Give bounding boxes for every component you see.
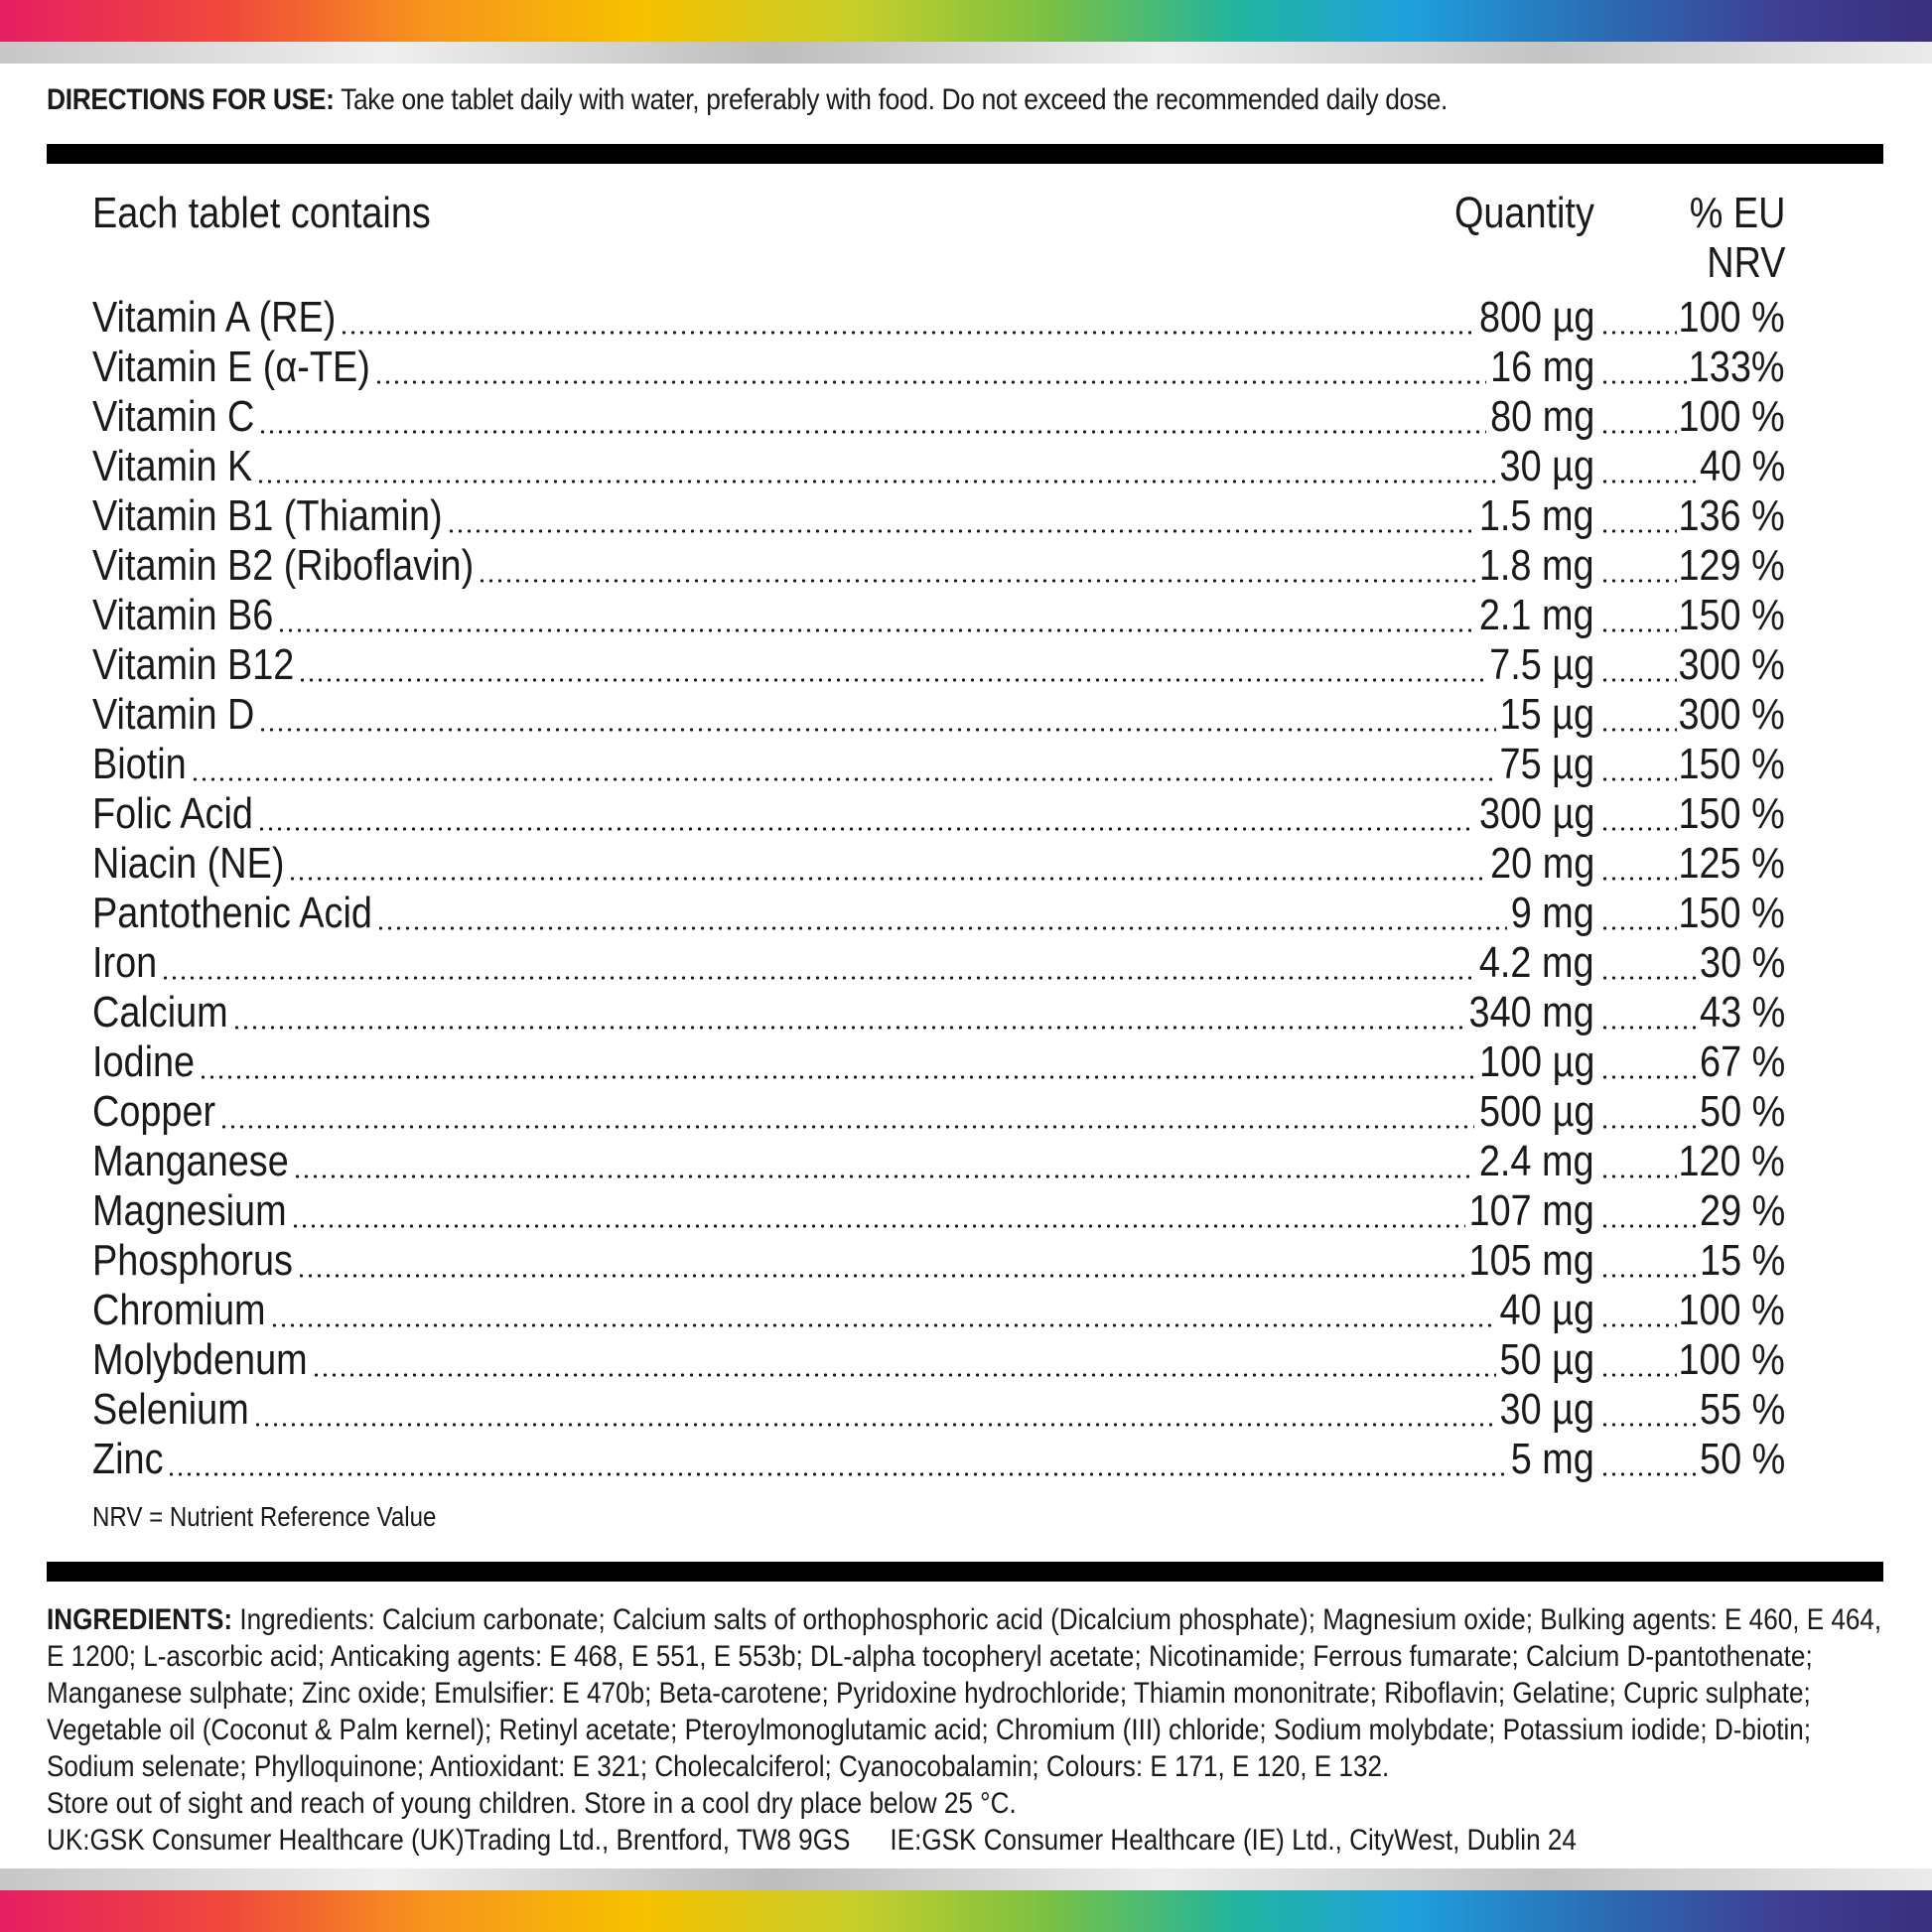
dot-leader (1600, 1224, 1698, 1228)
table-row (92, 541, 1785, 591)
nutrient-nrv-percent: 100 % (1678, 1286, 1785, 1334)
nutrient-nrv-percent: 150 % (1678, 591, 1785, 639)
rainbow-band-top (0, 0, 1932, 42)
dot-leader (1600, 579, 1677, 583)
table-row (92, 1385, 1785, 1435)
nutrient-name: Pantothenic Acid (92, 889, 372, 937)
nrv-footnote: NRV = Nutrient Reference Value (92, 1501, 437, 1532)
nutrient-quantity: 105 mg (1468, 1236, 1594, 1285)
nutrient-nrv-percent: 50 % (1699, 1087, 1785, 1136)
nutrient-name: Vitamin A (RE) (92, 293, 337, 342)
header-nrv-line2: NRV (1706, 238, 1785, 287)
dot-leader (258, 728, 1495, 732)
table-row (92, 591, 1785, 640)
ingredients-label: INGREDIENTS: (47, 1603, 233, 1636)
nutrient-quantity: 1.8 mg (1479, 541, 1594, 590)
nutrient-nrv-percent: 29 % (1699, 1186, 1785, 1235)
table-row (92, 889, 1785, 938)
manufacturer-addresses (47, 1822, 1904, 1859)
nutrient-quantity: 7.5 µg (1489, 640, 1594, 689)
nutrient-name: Biotin (92, 740, 187, 788)
nutrient-nrv-percent: 150 % (1678, 789, 1785, 838)
header-eu-nrv (1689, 189, 1785, 288)
nutrient-name: Iron (92, 938, 158, 987)
dot-leader (293, 1174, 1476, 1178)
nutrient-name: Vitamin C (92, 392, 255, 441)
nutrient-quantity: 40 µg (1499, 1286, 1594, 1334)
table-row (92, 988, 1785, 1037)
nutrient-name: Vitamin B2 (Riboflavin) (92, 541, 475, 590)
nutrient-table (92, 293, 1785, 1484)
nutrient-nrv-percent: 55 % (1699, 1385, 1785, 1434)
nutrient-nrv-percent: 40 % (1699, 442, 1785, 490)
storage-text: Store out of sight and reach of young children. Store in a cool dry place below 25 °C. (47, 1787, 1017, 1820)
dot-leader (1600, 430, 1677, 434)
dot-leader (478, 579, 1475, 583)
table-row (92, 343, 1785, 392)
dot-leader (376, 926, 1507, 930)
table-row (92, 740, 1785, 789)
nutrient-name: Manganese (92, 1137, 289, 1185)
dot-leader (1600, 678, 1677, 682)
table-row (92, 1137, 1785, 1186)
address-ie: IE:GSK Consumer Healthcare (IE) Ltd., CityWest, Dublin 24 (890, 1824, 1577, 1857)
ingredients-paragraph (47, 1601, 1904, 1785)
dot-leader (256, 480, 1495, 483)
dot-leader (257, 827, 1475, 831)
dot-leader (1600, 1323, 1677, 1327)
nutrient-quantity: 107 mg (1468, 1186, 1594, 1235)
table-row (92, 1335, 1785, 1385)
nutrient-nrv-percent: 100 % (1678, 1335, 1785, 1384)
directions-text: Take one tablet daily with water, preferably with food. Do not exceed the recommended daily dose. (334, 83, 1449, 116)
dot-leader (258, 430, 1485, 434)
nutrient-name: Folic Acid (92, 789, 253, 838)
table-row (92, 1087, 1785, 1137)
nutrient-name: Vitamin B12 (92, 640, 295, 689)
table-header (92, 189, 1785, 288)
nutrient-name: Vitamin B1 (Thiamin) (92, 491, 443, 540)
dot-leader (1600, 1472, 1698, 1476)
dot-leader (1600, 1075, 1698, 1079)
dot-leader (298, 678, 1485, 682)
nutrient-nrv-percent: 43 % (1699, 988, 1785, 1036)
divider-rule-top (47, 144, 1883, 164)
nutrient-name: Selenium (92, 1385, 249, 1434)
nutrient-quantity: 5 mg (1510, 1435, 1594, 1483)
dot-leader (288, 877, 1485, 881)
nutrient-name: Phosphorus (92, 1236, 293, 1285)
nutrient-nrv-percent: 300 % (1678, 690, 1785, 739)
divider-rule-bottom (47, 1562, 1883, 1582)
dot-leader (291, 1224, 1465, 1228)
dot-leader (1600, 728, 1677, 732)
dot-leader (191, 777, 1496, 781)
dot-leader (1600, 1125, 1698, 1129)
directions-label: DIRECTIONS FOR USE: (47, 83, 335, 116)
nutrient-name: Chromium (92, 1286, 266, 1334)
dot-leader (1600, 777, 1677, 781)
dot-leader (219, 1125, 1474, 1129)
header-nrv-line1: % EU (1689, 189, 1785, 237)
dot-leader (447, 529, 1476, 533)
nutrient-quantity: 16 mg (1489, 343, 1594, 391)
nutrient-name: Magnesium (92, 1186, 287, 1235)
nutrient-nrv-percent: 100 % (1678, 293, 1785, 342)
nutrient-name: Vitamin K (92, 442, 253, 490)
table-row (92, 1236, 1785, 1286)
dot-leader (1600, 331, 1677, 335)
nutrient-quantity: 800 µg (1478, 293, 1594, 342)
dot-leader (374, 380, 1486, 384)
dot-leader (1600, 1423, 1698, 1427)
address-uk: UK:GSK Consumer Healthcare (UK)Trading Ltd., Brentford, TW8 9GS (47, 1824, 851, 1857)
table-row (92, 491, 1785, 541)
dot-leader (253, 1423, 1496, 1427)
directions-for-use (47, 83, 1672, 117)
nutrient-quantity: 2.1 mg (1479, 591, 1594, 639)
nutrient-name: Vitamin E (α-TE) (92, 343, 370, 391)
table-row (92, 1286, 1785, 1335)
nutrient-quantity: 100 µg (1478, 1037, 1594, 1086)
ingredients-section (47, 1601, 1904, 1859)
nutrient-nrv-percent: 50 % (1699, 1435, 1785, 1483)
nutrient-name: Iodine (92, 1037, 196, 1086)
nutrient-quantity: 9 mg (1510, 889, 1594, 937)
table-row (92, 1037, 1785, 1087)
nutrient-nrv-percent: 150 % (1678, 889, 1785, 937)
dot-leader (232, 1026, 1465, 1030)
nutrient-quantity: 500 µg (1478, 1087, 1594, 1136)
dot-leader (1600, 1026, 1698, 1030)
dot-leader (270, 1323, 1496, 1327)
table-row (92, 789, 1785, 839)
dot-leader (1600, 480, 1698, 483)
header-each-tablet: Each tablet contains (92, 189, 431, 237)
dot-leader (199, 1075, 1474, 1079)
nutrient-name: Zinc (92, 1435, 164, 1483)
table-row (92, 293, 1785, 343)
nutrient-quantity: 300 µg (1478, 789, 1594, 838)
nutrient-quantity: 2.4 mg (1479, 1137, 1594, 1185)
nutrient-nrv-percent: 133% (1689, 343, 1785, 391)
dot-leader (161, 976, 1475, 980)
ingredients-text: Ingredients: Calcium carbonate; Calcium salts of orthophosphoric acid (Dicalcium phosphate); Magnesium oxide; Bulking agents: E 460, E 464, E 1200; L-ascorbic acid; Anticaking agents: E 468, E 551, E 553b; DL-alpha tocopheryl acetate; Nicotinamide; Ferrous fumarate; Calcium D-pantothenate; Manganese sulphate; Zinc oxide; Emulsifier: E 470b; Beta-carotene; Pyridoxine hydrochloride; Thiamin mononitrate; Riboflavin; Gelatine; Cupric sulphate; Vegetable oil (Coconut & Palm kernel); Retinyl acetate; Pteroylmonoglutamic acid; Chromium (III) chloride; Sodium molybdate; Potassium iodide; D-biotin; Sodium selenate; Phylloquinone; Antioxidant: E 321; Cholecalciferol; Cyanocobalamin; Colours: E 171, E 120, E 132. (47, 1603, 1882, 1783)
table-row (92, 839, 1785, 889)
dot-leader (277, 628, 1475, 632)
dot-leader (1600, 380, 1687, 384)
table-row (92, 640, 1785, 690)
header-quantity: Quantity (1454, 189, 1594, 237)
table-row (92, 1435, 1785, 1484)
dot-leader (297, 1274, 1465, 1278)
dot-leader (312, 1373, 1496, 1377)
nutrient-name: Vitamin D (92, 690, 255, 739)
dot-leader (1600, 877, 1677, 881)
table-row (92, 938, 1785, 988)
nutrient-name: Molybdenum (92, 1335, 308, 1384)
nutrient-quantity: 50 µg (1499, 1335, 1594, 1384)
dot-leader (1600, 529, 1677, 533)
nutrient-name: Calcium (92, 988, 228, 1036)
nutrient-name: Niacin (NE) (92, 839, 285, 888)
nutrient-quantity: 20 mg (1489, 839, 1594, 888)
nutrient-quantity: 80 mg (1489, 392, 1594, 441)
nutrient-nrv-percent: 300 % (1678, 640, 1785, 689)
nutrient-nrv-percent: 67 % (1699, 1037, 1785, 1086)
dot-leader (1600, 1373, 1677, 1377)
nutrient-name: Vitamin B6 (92, 591, 274, 639)
nutrient-quantity: 30 µg (1499, 442, 1594, 490)
table-row (92, 442, 1785, 491)
nutrient-nrv-percent: 129 % (1678, 541, 1785, 590)
nutrient-name: Copper (92, 1087, 216, 1136)
dot-leader (1600, 926, 1677, 930)
table-row (92, 1186, 1785, 1236)
nutrient-nrv-percent: 120 % (1678, 1137, 1785, 1185)
table-row (92, 690, 1785, 740)
nutrient-nrv-percent: 136 % (1678, 491, 1785, 540)
nutrient-nrv-percent: 30 % (1699, 938, 1785, 987)
silver-band-bottom (0, 1868, 1932, 1890)
nutrient-quantity: 1.5 mg (1479, 491, 1594, 540)
table-row (92, 392, 1785, 442)
nutrient-nrv-percent: 150 % (1678, 740, 1785, 788)
nutrient-quantity: 15 µg (1499, 690, 1594, 739)
dot-leader (167, 1472, 1506, 1476)
dot-leader (1600, 827, 1677, 831)
dot-leader (1600, 628, 1677, 632)
dot-leader (340, 331, 1474, 335)
dot-leader (1600, 1174, 1677, 1178)
nutrient-nrv-percent: 15 % (1699, 1236, 1785, 1285)
nutrient-quantity: 4.2 mg (1479, 938, 1594, 987)
dot-leader (1600, 1274, 1698, 1278)
nutrient-nrv-percent: 125 % (1678, 839, 1785, 888)
silver-band-top (0, 42, 1932, 64)
rainbow-band-bottom (0, 1890, 1932, 1932)
nutrient-quantity: 340 mg (1468, 988, 1594, 1036)
nutrient-quantity: 75 µg (1499, 740, 1594, 788)
dot-leader (1600, 976, 1698, 980)
nutrient-quantity: 30 µg (1499, 1385, 1594, 1434)
nutrient-nrv-percent: 100 % (1678, 392, 1785, 441)
